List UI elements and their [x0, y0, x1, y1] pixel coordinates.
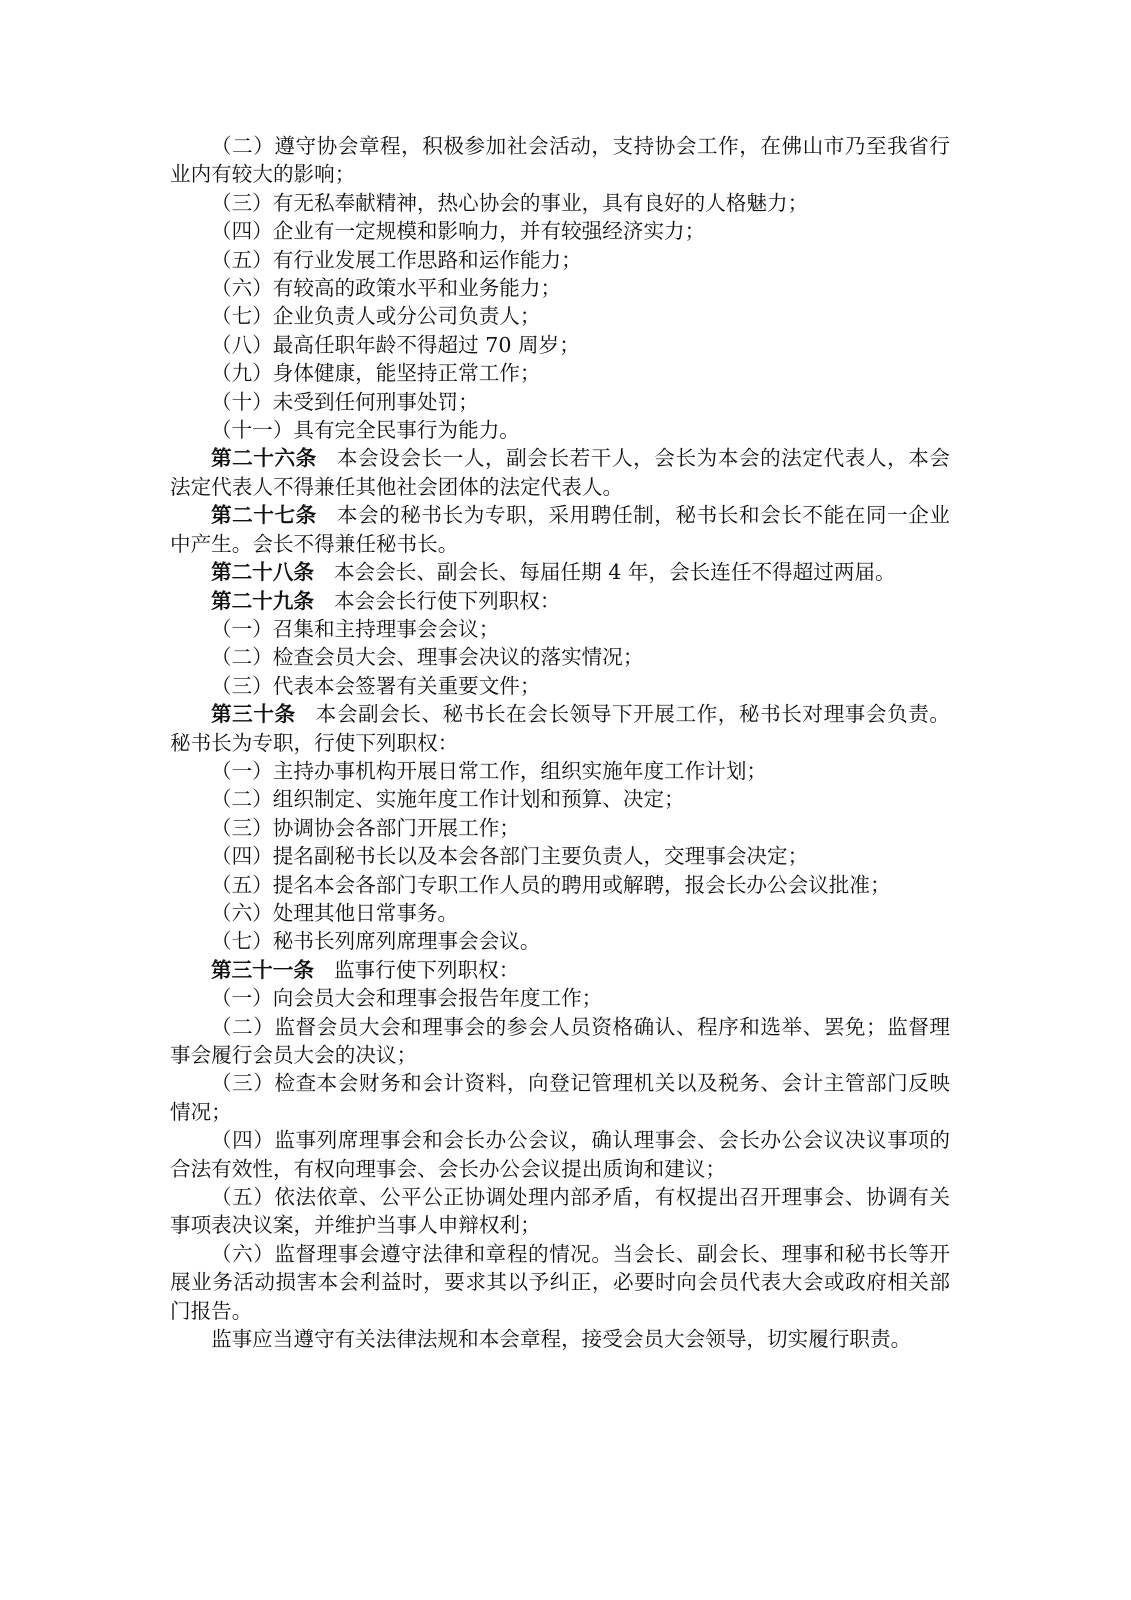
clause-paragraph [170, 871, 950, 899]
paragraph-text: （四）提名副秘书长以及本会各部门主要负责人，交理事会决定； [211, 844, 809, 869]
article-number: 第二十七条 [211, 503, 317, 528]
article-number: 第二十六条 [211, 446, 317, 471]
paragraph-text: （一）向会员大会和理事会报告年度工作； [211, 986, 603, 1011]
article-number: 第三十条 [211, 702, 296, 727]
paragraph-text: （七）企业负责人或分公司负责人； [211, 304, 541, 329]
clause-paragraph [170, 359, 950, 387]
article-paragraph [170, 444, 950, 501]
paragraph-text: 本会的秘书长为专职，采用聘任制，秘书长和会长不能在同一企业中产生。会长不得兼任秘书长。 [170, 503, 951, 556]
paragraph-text: （二）监督会员大会和理事会的参会人员资格确认、程序和选举、罢免；监督理事会履行会员大会的决议； [170, 1014, 950, 1067]
clause-paragraph [170, 388, 950, 416]
clause-paragraph [170, 302, 950, 330]
clause-paragraph [170, 274, 950, 302]
clause-paragraph [170, 189, 950, 217]
article-number: 第三十一条 [211, 957, 314, 982]
clause-paragraph [170, 842, 950, 870]
paragraph-text: （七）秘书长列席列席理事会会议。 [211, 929, 541, 954]
paragraph-text: 本会副会长、秘书长在会长领导下开展工作，秘书长对理事会负责。秘书长为专职，行使下列职权： [170, 702, 950, 755]
clause-paragraph [170, 785, 950, 813]
clause-paragraph [170, 643, 950, 671]
clause-paragraph [170, 132, 950, 189]
clause-paragraph [170, 814, 950, 842]
clause-paragraph [170, 246, 950, 274]
clause-paragraph [170, 416, 950, 444]
clause-paragraph [170, 217, 950, 245]
article-paragraph [170, 558, 950, 586]
paragraph-text: （三）检查本会财务和会计资料，向登记管理机关以及税务、会计主管部门反映情况； [170, 1071, 950, 1124]
article-paragraph [170, 501, 950, 558]
document-body [170, 132, 950, 1353]
paragraph-text: 监事应当遵守有关法律法规和本会章程，接受会员大会领导，切实履行职责。 [211, 1327, 912, 1352]
paragraph-text: 本会会长、副会长、每届任期 4 年，会长连任不得超过两届。 [333, 560, 896, 585]
article-paragraph [170, 587, 950, 615]
paragraph-text: （三）有无私奉献精神，热心协会的事业，具有良好的人格魅力； [211, 190, 809, 215]
paragraph-text: （六）处理其他日常事务。 [211, 900, 459, 925]
paragraph-text: （九）身体健康，能坚持正常工作； [211, 361, 541, 386]
article-number: 第二十九条 [211, 588, 314, 613]
clause-paragraph [170, 927, 950, 955]
paragraph-text: （十）未受到任何刑事处罚； [211, 389, 479, 414]
clause-paragraph [170, 1325, 950, 1353]
paragraph-text: （五）有行业发展工作思路和运作能力； [211, 247, 582, 272]
paragraph-text: （六）监督理事会遵守法律和章程的情况。当会长、副会长、理事和秘书长等开展业务活动损害本会利益时，要求其以予纠正，必要时向会员代表大会或政府相关部门报告。 [170, 1241, 950, 1323]
clause-paragraph [170, 984, 950, 1012]
paragraph-text: 本会会长行使下列职权： [333, 588, 561, 613]
paragraph-text: （一）主持办事机构开展日常工作，组织实施年度工作计划； [211, 758, 768, 783]
paragraph-text: （四）监事列席理事会和会长办公会议，确认理事会、会长办公会议决议事项的合法有效性，有权向理事会、会长办公会议提出质询和建议； [170, 1128, 950, 1181]
paragraph-text: 本会设会长一人，副会长若干人，会长为本会的法定代表人，本会法定代表人不得兼任其他社会团体的法定代表人。 [170, 446, 951, 499]
clause-paragraph [170, 1013, 950, 1070]
clause-paragraph [170, 1069, 950, 1126]
paragraph-text: （四）企业有一定规模和影响力，并有较强经济实力； [211, 219, 706, 244]
clause-paragraph [170, 331, 950, 359]
paragraph-text: 监事行使下列职权： [333, 957, 520, 982]
article-number: 第二十八条 [211, 560, 314, 585]
clause-paragraph [170, 672, 950, 700]
paragraph-text: （八）最高任职年龄不得超过 70 周岁； [211, 332, 580, 357]
paragraph-text: （十一）具有完全民事行为能力。 [211, 418, 520, 443]
paragraph-text: （二）检查会员大会、理事会决议的落实情况； [211, 645, 644, 670]
paragraph-text: （二）遵守协会章程，积极参加社会活动，支持协会工作，在佛山市乃至我省行业内有较大的影响； [170, 134, 950, 187]
paragraph-text: （二）组织制定、实施年度工作计划和预算、决定； [211, 787, 685, 812]
clause-paragraph [170, 1183, 950, 1240]
clause-paragraph [170, 1126, 950, 1183]
paragraph-text: （五）提名本会各部门专职工作人员的聘用或解聘，报会长办公会议批准； [211, 872, 891, 897]
clause-paragraph [170, 1240, 950, 1325]
article-paragraph [170, 956, 950, 984]
paragraph-text: （三）代表本会签署有关重要文件； [211, 673, 541, 698]
article-paragraph [170, 700, 950, 757]
paragraph-text: （一）召集和主持理事会会议； [211, 616, 500, 641]
paragraph-text: （六）有较高的政策水平和业务能力； [211, 276, 562, 301]
clause-paragraph [170, 615, 950, 643]
clause-paragraph [170, 899, 950, 927]
paragraph-text: （三）协调协会各部门开展工作； [211, 815, 520, 840]
paragraph-text: （五）依法依章、公平公正协调处理内部矛盾，有权提出召开理事会、协调有关事项表决议案，并维护当事人申辩权利； [170, 1185, 950, 1238]
clause-paragraph [170, 757, 950, 785]
